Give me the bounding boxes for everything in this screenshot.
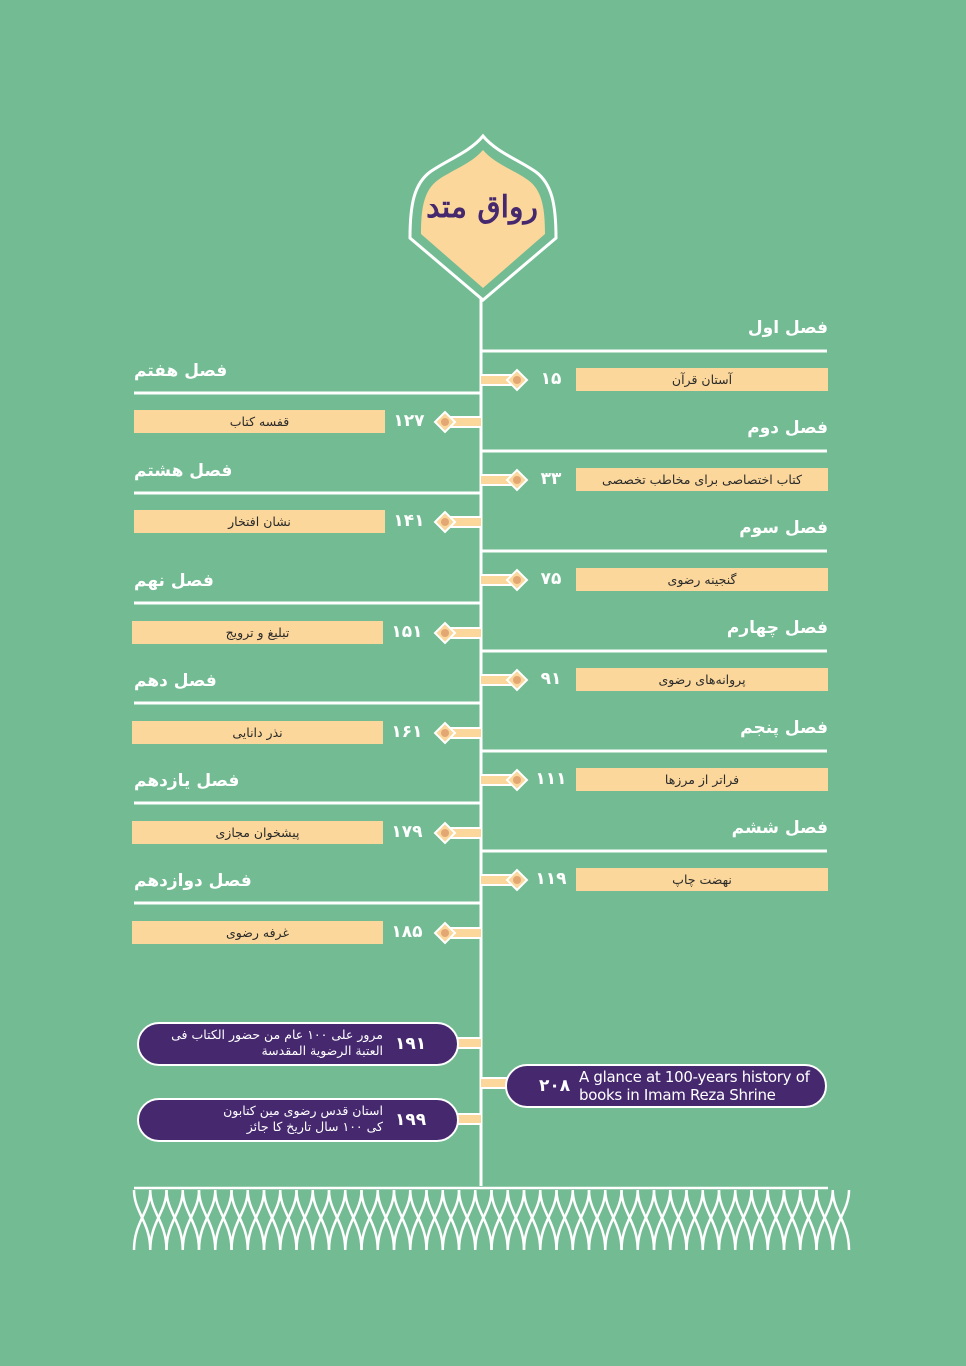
chapter-heading: فصل اول <box>747 318 828 338</box>
page-number: ۱۹۹ <box>395 1110 427 1130</box>
logo-calligraphy <box>428 178 538 238</box>
left-connectors <box>435 412 481 1129</box>
chapter-heading: فصل دوازدهم <box>134 871 252 891</box>
chapter-title-link[interactable]: تبلیغ و ترویج <box>132 621 383 644</box>
chapter-title-link[interactable]: نهضت چاپ <box>576 868 828 891</box>
chapter-title-link[interactable]: کتاب اختصاصی برای مخاطب تخصصی <box>576 468 828 491</box>
connector-icon <box>435 723 481 743</box>
page-number: ۱۵۱ <box>391 622 423 642</box>
appendix-english-link[interactable] <box>505 1064 827 1108</box>
page-number: ۱۲۷ <box>393 411 425 431</box>
page-number: ۹۱ <box>540 669 562 689</box>
chapter-title-link[interactable]: پیشخوان مجازی <box>132 821 383 844</box>
connector-icon <box>435 512 481 532</box>
connector-icon <box>481 670 527 690</box>
right-connectors <box>481 370 527 1093</box>
chapter-title-link[interactable]: گنجینه رضوی <box>576 568 828 591</box>
page-number: ۱۵ <box>540 369 562 389</box>
page-number: ۱۴۱ <box>393 511 425 531</box>
chapter-heading: فصل دوم <box>747 418 828 438</box>
appendix-urdu-link[interactable] <box>137 1098 459 1142</box>
chapter-heading: فصل هشتم <box>134 461 233 481</box>
chapter-heading: فصل چهارم <box>726 618 828 638</box>
lattice-border <box>134 1188 849 1250</box>
logo-text: رواق متد <box>426 190 538 225</box>
chapter-heading: فصل پنجم <box>740 718 828 738</box>
connector-icon <box>481 870 527 890</box>
chapter-title-link[interactable]: قفسه کتاب <box>134 410 385 433</box>
chapter-title-link[interactable]: پروانه‌های رضوی <box>576 668 828 691</box>
page-number: ۱۹۱ <box>395 1034 427 1054</box>
appendix-arabic-link[interactable] <box>137 1022 459 1066</box>
page-number: ۱۱۱ <box>535 769 567 789</box>
page-number: ۱۶۱ <box>391 722 423 742</box>
connector-icon <box>435 623 481 643</box>
connector-icon <box>435 923 481 943</box>
appendix-title: مرور علی ۱۰۰ عام من حضور الکتاب فی العتبة الرضویة المقدسة <box>171 1027 383 1058</box>
chapter-title-link[interactable]: غرفه رضوی <box>132 921 383 944</box>
page-number: ۱۱۹ <box>535 869 567 889</box>
chapter-heading: فصل هفتم <box>134 361 228 381</box>
page-number: ۱۷۹ <box>391 822 423 842</box>
appendix-title: استان قدس رضوی مین کتابون کی ۱۰۰ سال تاریخ کا جائز <box>223 1103 383 1134</box>
connector-icon <box>481 770 527 790</box>
chapter-heading: فصل ششم <box>731 818 828 838</box>
connector-icon <box>435 823 481 843</box>
chapter-title-link[interactable]: نشان افتخار <box>134 510 385 533</box>
chapter-heading: فصل نهم <box>134 571 214 591</box>
chapter-title-link[interactable]: نذر دانایی <box>132 721 383 744</box>
page-number: ۳۳ <box>540 469 562 489</box>
connector-icon <box>481 370 527 390</box>
connector-icon <box>481 470 527 490</box>
chapter-heading: فصل دهم <box>134 671 217 691</box>
page-number: ۲۰۸ <box>539 1076 571 1096</box>
connector-icon <box>435 412 481 432</box>
chapter-title-link[interactable]: فراتر از مرزها <box>576 768 828 791</box>
page-number: ۷۵ <box>540 569 562 589</box>
chapter-title-link[interactable]: آستان قرآن <box>576 368 828 391</box>
page-number: ۱۸۵ <box>391 922 423 942</box>
chapter-heading: فصل یازدهم <box>134 771 240 791</box>
appendix-title: A glance at 100-years history of books in Imam Reza Shrine <box>579 1068 810 1104</box>
connector-icon <box>481 570 527 590</box>
chapter-heading: فصل سوم <box>739 518 828 538</box>
